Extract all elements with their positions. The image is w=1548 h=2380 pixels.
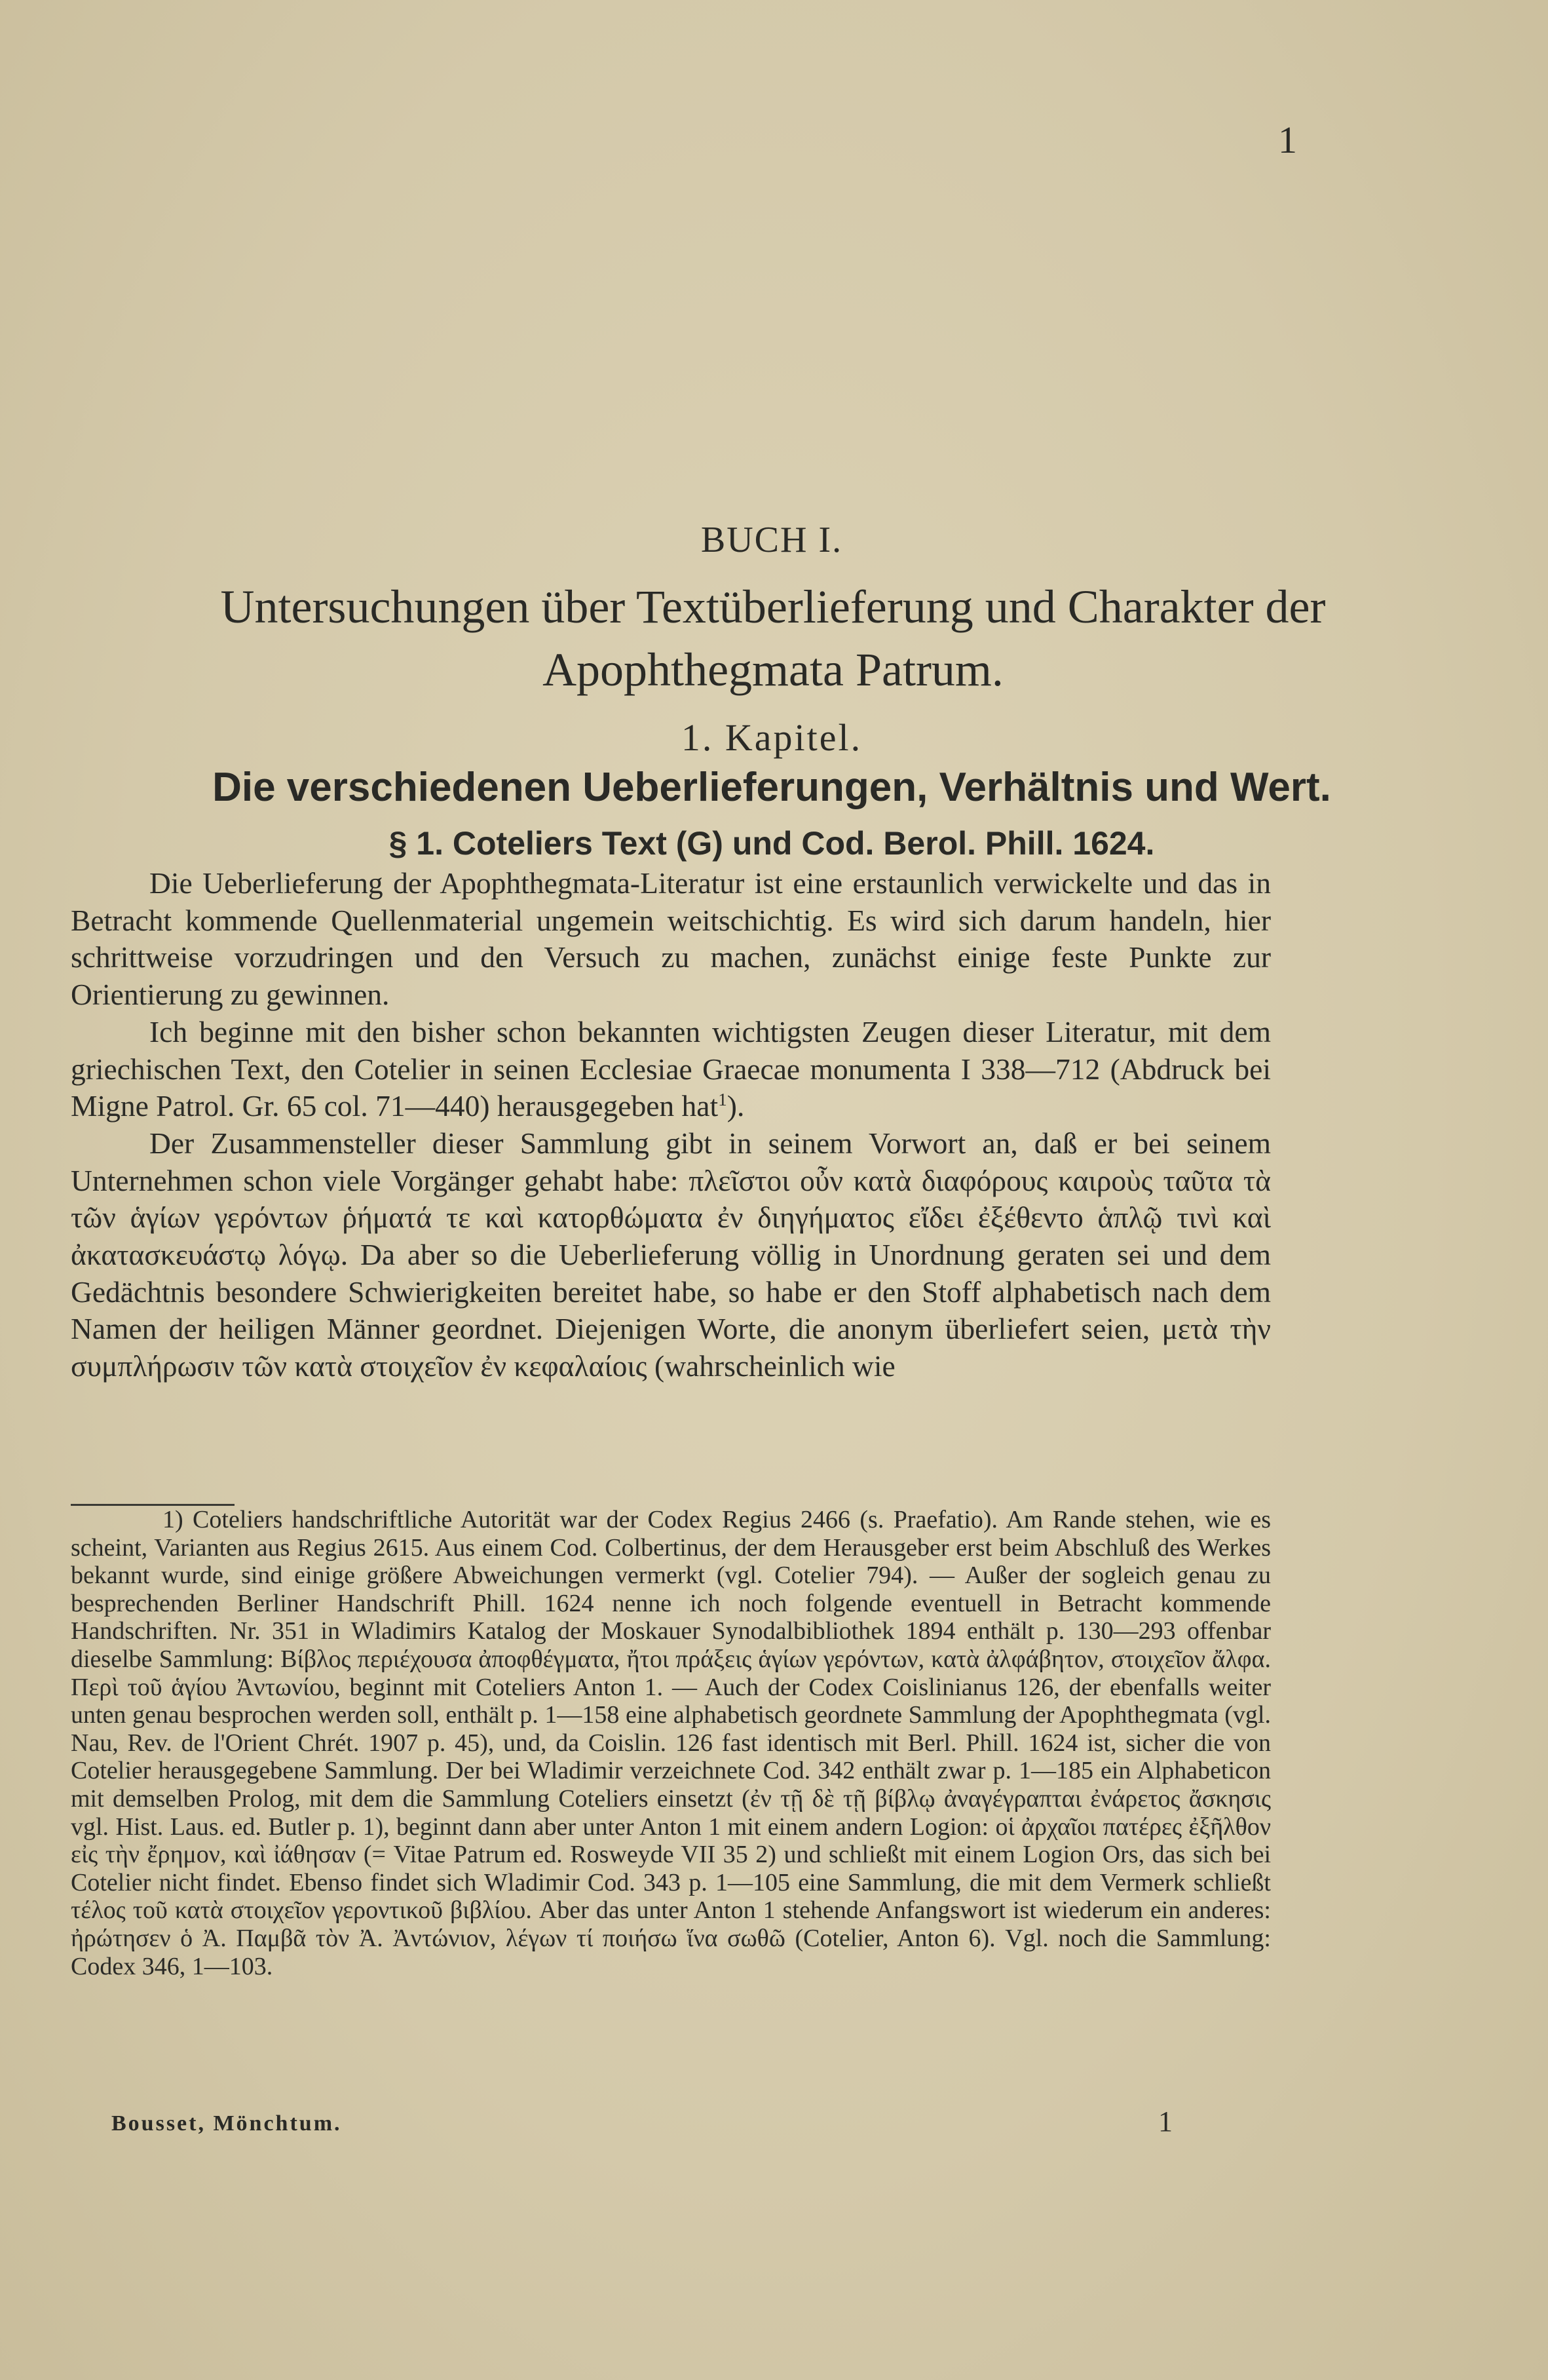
section-title: § 1. Coteliers Text (G) und Cod. Berol. Phill. 1624.: [388, 825, 1155, 862]
sheet-number: 1: [1158, 2105, 1173, 2138]
chapter-title: Die verschiedenen Ueberlieferungen, Verhältnis und Wert.: [212, 765, 1331, 810]
main-title: Untersuchungen über Textüberlieferung und Charakter der Apophthegmata Patrum.: [220, 581, 1326, 696]
footnote: [71, 1506, 1271, 1980]
paragraph-2-text: Ich beginne mit den bisher schon bekannten wichtigsten Zeugen dieser Literatur, mit dem griechischen Text, den Cotelier in seinen Ecclesiae Graecae monumenta I 338—712 (Abdruck bei Migne Patrol. Gr. 65 col. 71—440) herausgegeben hat: [71, 1014, 1271, 1123]
paragraph-1: Die Ueberlieferung der Apophthegmata-Literatur ist eine erstaunlich verwickelte und das in Betracht kommende Quellenmaterial ungemein weitschichtig. Es wird sich darum handeln, hier schrittweise vorzudringen und den Versuch zu machen, zunächst einige feste Punkte zur Orientierung zu gewinnen.: [71, 866, 1271, 1012]
paragraph-2-end: ).: [727, 1089, 745, 1123]
body-text: [71, 865, 1271, 1385]
footnote-ref: 1: [718, 1090, 727, 1110]
page-number: 1: [1278, 119, 1297, 161]
paragraph-2: [71, 1014, 1271, 1125]
book-label: BUCH I.: [700, 520, 843, 560]
signature: Bousset, Mönchtum.: [111, 2111, 342, 2136]
footnote-body: Coteliers handschriftliche Autorität war der Codex Regius 2466 (s. Praefatio). Am Rande stehen, wie es scheint, Varianten aus Regius 2615. Aus einem Cod. Colbertinus, der dem Herausgeber erst beim Abschluß des Werkes bekannt wurde, sind einige größere Abweichungen vermerkt (vgl. Cotelier 794). — Außer der sogleich genau zu besprechenden Berliner Handschrift Phill. 1624 nenne ich noch folgende eventuell in Betracht kommende Handschriften. Nr. 351 in Wladimirs Katalog der Moskauer Synodalbibliothek 1894 enthält p. 130—293 offenbar dieselbe Sammlung: Βίβλος περιέχουσα ἀποφθέγματα, ἤτοι πράξεις ἁγίων γερόντων, κατὰ ἀλφάβητον, στοιχεῖον ἄλφα. Περὶ τοῦ ἁγίου Ἀντωνίου, beginnt mit Coteliers Anton 1. — Auch der Codex Coislinianus 126, der ebenfalls weiter unten genau besprochen werden soll, enthält p. 1—158 eine alphabetisch geordnete Sammlung der Apophthegmata (vgl. Nau, Rev. de l'Orient Chrét. 1907 p. 45), und, da Coislin. 126 fast identisch mit Berl. Phill. 1624 ist, sicher die von Cotelier herausgegebene Sammlung. Der bei Wladimir verzeichnete Cod. 342 enthält zwar p. 1—185 ein Alphabeticon mit demselben Prolog, mit dem die Sammlung Coteliers einsetzt (ἐν τῇ δὲ τῇ βίβλῳ ἀναγέγραπται ἐνάρετος ἄσκησις vgl. Hist. Laus. ed. Butler p. 1), beginnt dann aber unter Anton 1 mit einem andern Logion: οἱ ἀρχαῖοι πατέρες ἐξῆλθον εἰς τὴν ἔρημον, καὶ ἰάθησαν (= Vitae Patrum ed. Rosweyde VII 35 2) und schließt mit einem Logion Ors, das sich bei Cotelier nicht findet. Ebenso findet sich Wladimir Cod. 343 p. 1—105 eine Sammlung, die mit dem Vermerk schließt τέλος τοῦ κατὰ στοιχεῖον γεροντικοῦ βιβλίου. Aber das unter Anton 1 stehende Anfangswort ist wiederum ein anderes: ἠρώτησεν ὁ Ἀ. Παμβᾶ τὸν Ἀ. Ἀντώνιον, λέγων τί ποιήσω ἵνα σωθῶ (Cotelier, Anton 6). Vgl. noch die Sammlung: Codex 346, 1—103.: [71, 1506, 1272, 1980]
paragraph-3: Der Zusammensteller dieser Sammlung gibt in seinem Vorwort an, daß er bei seinem Unternehmen schon viele Vorgänger gehabt habe: πλεῖστοι οὖν κατὰ διαφόρους καιροὺς ταῦτα τὰ τῶν ἁγίων γερόντων ῥήματά τε καὶ κατορθώματα ἐν διηγήματος εἴδει ἐξέθεντο ἁπλῷ τινὶ καὶ ἀκατασκευάστῳ λόγῳ. Da aber so die Ueberlieferung völlig in Unordnung geraten sei und dem Gedächtnis besondere Schwierigkeiten bereitet habe, so habe er den Stoff alphabetisch nach dem Namen der heiligen Männer geordnet. Diejenigen Worte, die anonym überliefert seien, μετὰ τὴν συμπλήρωσιν τῶν κατὰ στοιχεῖον ἐν κεφαλαίοις (wahrscheinlich wie: [71, 1126, 1271, 1383]
footnote-paragraph: [71, 1506, 1271, 1980]
footnote-marker: 1): [162, 1506, 193, 1533]
chapter-label: 1. Kapitel.: [681, 716, 863, 759]
signature-row: [111, 2105, 1173, 2141]
